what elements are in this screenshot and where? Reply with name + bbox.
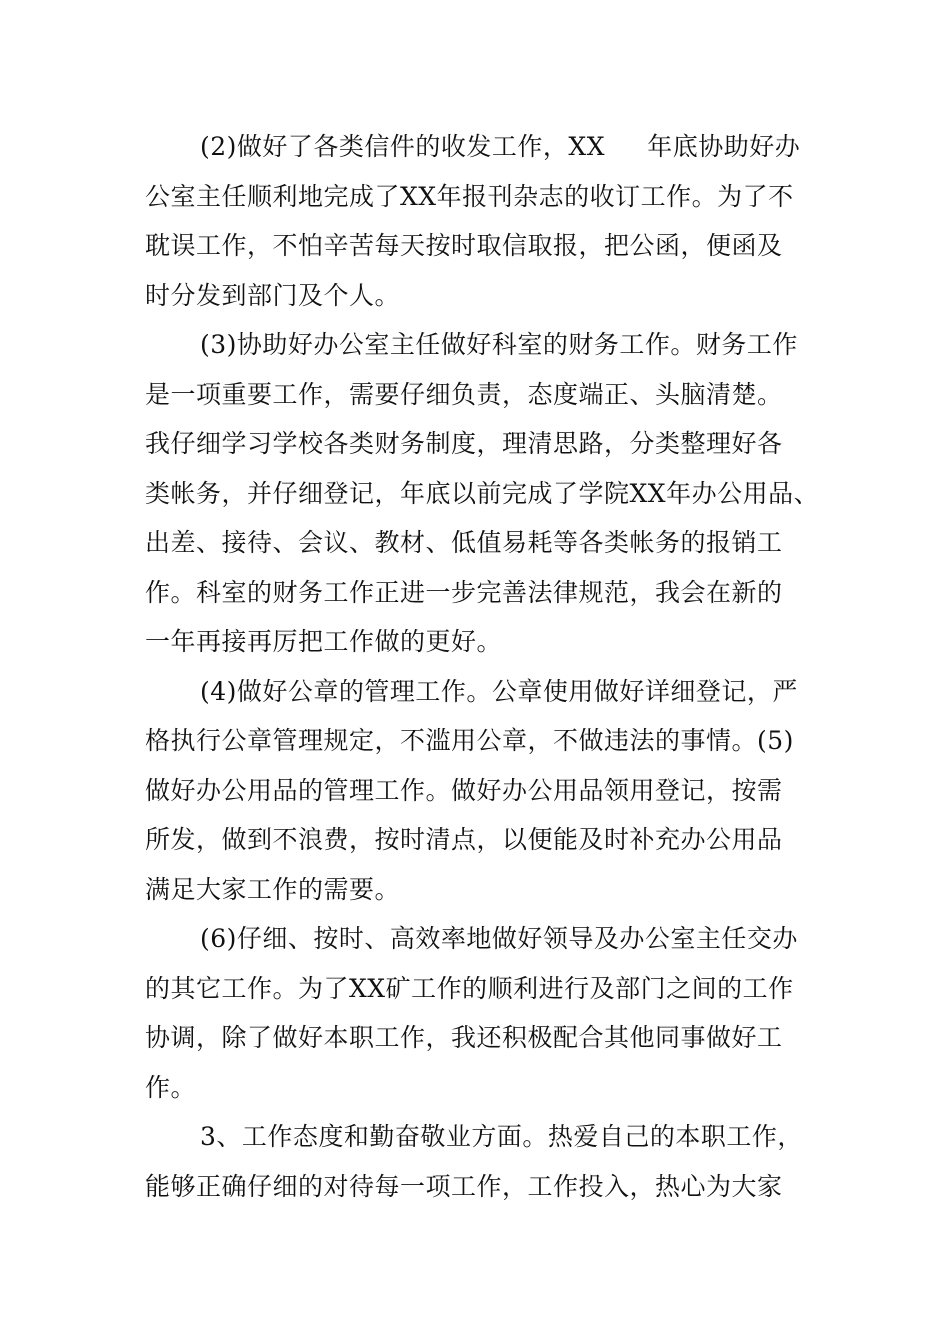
text-line: 的其它工作。为了XX矿工作的顺利进行及部门之间的工作 xyxy=(145,973,794,1003)
text-line: 作。 xyxy=(145,1072,197,1102)
text-line: (6)仔细、按时、高效率地做好领导及办公室主任交办 xyxy=(200,924,798,953)
text-line: 格执行公章管理规定，不滥用公章，不做违法的事情。(5) xyxy=(145,726,794,755)
text-line: 3、工作态度和勤奋敬业方面。热爱自己的本职工作， xyxy=(200,1122,803,1151)
text-line: 一年再接再厉把工作做的更好。 xyxy=(145,627,503,656)
text-line: 公室主任顺利地完成了XX年报刊杂志的收订工作。为了不 xyxy=(145,181,794,211)
text-line: 时分发到部门及个人。 xyxy=(145,280,401,310)
text-line: 耽误工作，不怕辛苦每天按时取信取报，把公函，便函及 xyxy=(145,231,783,260)
text-line: 所发，做到不浪费，按时清点，以便能及时补充办公用品 xyxy=(145,825,783,854)
text-line: 满足大家工作的需要。 xyxy=(145,874,401,904)
text-line: 类帐务，并仔细登记，年底以前完成了学院XX年办公用品、 xyxy=(145,478,820,508)
text-line: 做好办公用品的管理工作。做好办公用品领用登记，按需 xyxy=(145,775,783,805)
text-line: 能够正确仔细的对待每一项工作，工作投入，热心为大家 xyxy=(145,1171,783,1201)
text-line: 出差、接待、会议、教材、低值易耗等各类帐务的报销工 xyxy=(145,528,783,557)
text-line: 我仔细学习学校各类财务制度，理清思路，分类整理好各 xyxy=(145,429,783,458)
text-line: (3)协助好办公室主任做好科室的财务工作。财务工作 xyxy=(200,330,798,359)
body-text xyxy=(145,122,845,1211)
text-line: 协调，除了做好本职工作，我还积极配合其他同事做好工 xyxy=(145,1023,783,1052)
text-line: (4)做好公章的管理工作。公章使用做好详细登记，严 xyxy=(200,676,798,706)
text-line: (2)做好了各类信件的收发工作，XX 年底协助好办 xyxy=(200,132,801,161)
text-line: 是一项重要工作，需要仔细负责，态度端正、头脑清楚。 xyxy=(145,379,783,409)
text-line: 作。科室的财务工作正进一步完善法律规范，我会在新的 xyxy=(145,577,783,607)
